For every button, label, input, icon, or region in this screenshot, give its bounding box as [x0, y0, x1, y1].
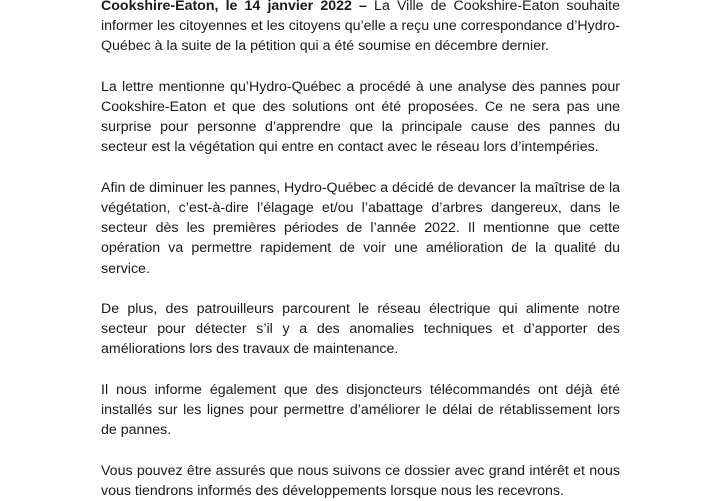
paragraph-patrols: De plus, des patrouilleurs parcourent le réseau électrique qui alimente notre secteur pour détecter s’il y a des anomalies techniques et d’apporter des améliorations lors des travaux de maintenance. — [101, 301, 620, 358]
document-body — [101, 0, 620, 501]
paragraph-intro — [101, 0, 620, 57]
dateline: Cookshire-Eaton, le 14 janvier 2022 – — [101, 0, 367, 14]
paragraph-closing: Vous pouvez être assurés que nous suivons ce dossier avec grand intérêt et nous vous tiendrons informés des développements lorsque nous les recevrons. — [101, 462, 620, 499]
paragraph-analysis: La lettre mentionne qu’Hydro-Québec a procédé à une analyse des pannes pour Cookshire-Eaton et que des solutions ont été proposées. Ce ne sera pas une surprise pour personne d’apprendre que la principale cause des pannes du secteur est la végétation qui entre en contact avec le réseau lors d’intempéries. — [101, 78, 620, 156]
paragraph-breakers: Il nous informe également que des disjoncteurs télécommandés ont déjà été installés sur les lignes pour permettre d’améliorer le délai de rétablissement lors de pannes. — [101, 381, 620, 439]
paragraph-vegetation: Afin de diminuer les pannes, Hydro-Québec a décidé de devancer la maîtrise de la végétation, c’est-à-dire l’élagage et/ou l’abattage d’arbres dangereux, dans le secteur dès les premières périodes de l’année 2022. Il mentionne que cette opération va permettre rapidement de voir une amélioration de la qualité du service. — [101, 179, 620, 277]
paragraph-intro-text: La Ville de Cookshire-Eaton souhaite informer les citoyennes et les citoyens qu’elle a reçu une correspondance d’Hydro-Québec à la suite de la pétition qui a été soumise en décembre dernier. — [101, 0, 620, 55]
